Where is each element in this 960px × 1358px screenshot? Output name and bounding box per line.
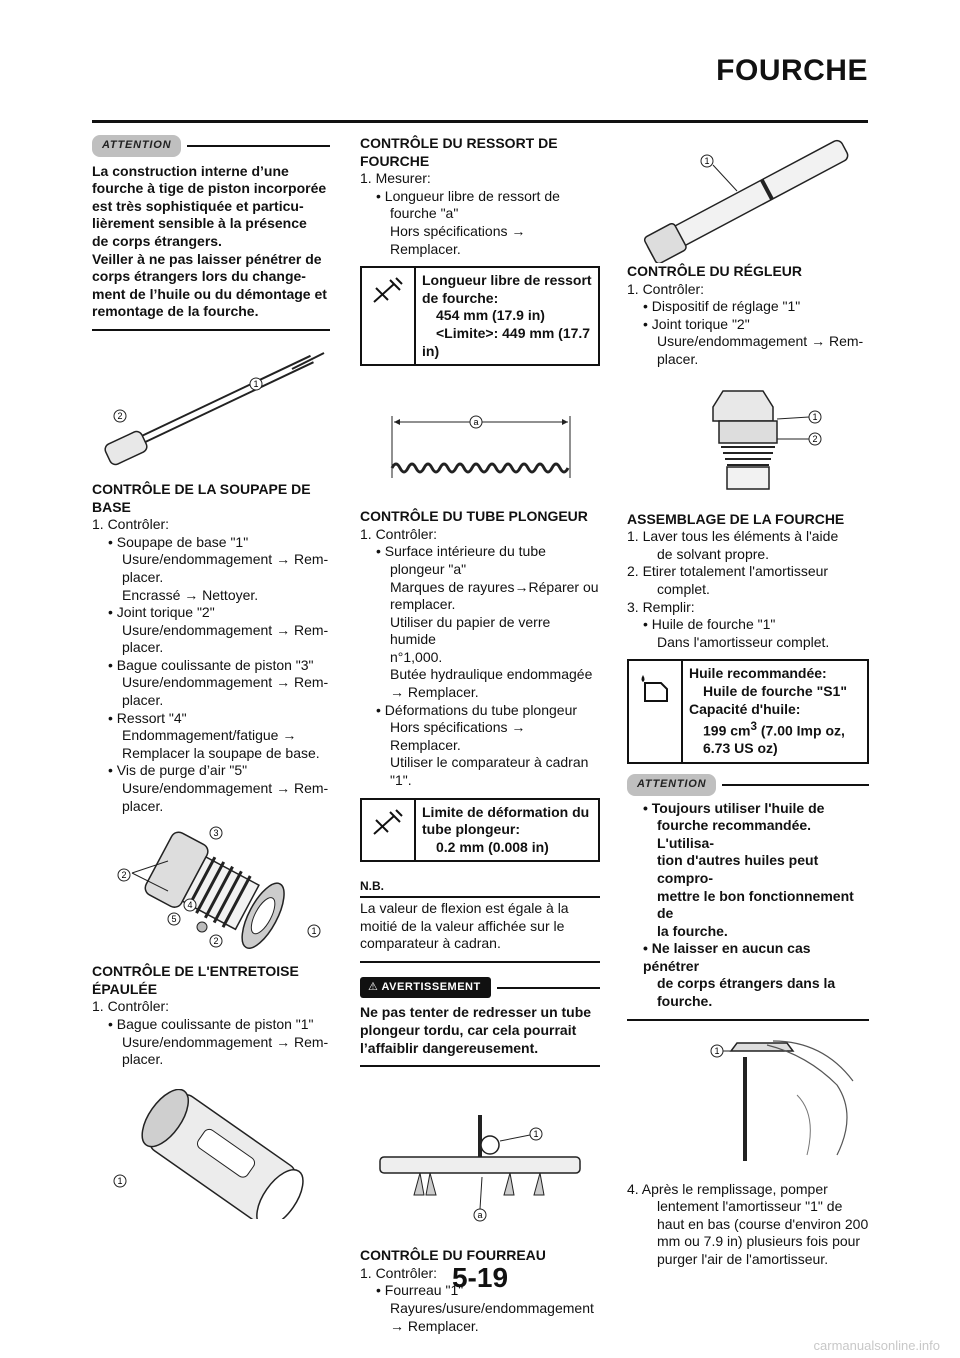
- svg-text:1: 1: [704, 156, 710, 166]
- attention-badge-2: ATTENTION: [627, 774, 716, 796]
- base-valve-rod-figure: [92, 341, 330, 471]
- oil-can-icon: [637, 669, 673, 703]
- attention-header-2: [627, 774, 869, 796]
- svg-text:1: 1: [533, 1129, 539, 1140]
- warning-icon: ⚠: [368, 980, 382, 993]
- page-number: 5-19: [451, 1262, 509, 1293]
- collar-list: • Bague coulissante de piston "1" Usure/endommagement → Rem- placer.: [108, 1016, 329, 1068]
- svg-text:5: 5: [171, 914, 177, 925]
- attention-text: La construction interne d’une fourche à tige de piston incorporée est très sophistiquée et particu- lièrement sensible à la présence de corps étrangers. Veiller à ne pas laisser pénétrer de corps étrangers lors du change- ment de l’huile ou du démontage et remontage de la fourche.: [92, 162, 327, 320]
- adjuster-list: • Dispositif de réglage "1" • Joint torique "2" Usure/endommagement → Rem- placer.: [643, 298, 864, 367]
- base-valve-figure: [92, 823, 330, 953]
- oil-spec-box: Huile recommandée: Huile de fourche "S1" Capacité d'huile: 199 $cm^3$ (7.00 Imp oz, 6.73 US oz): [627, 659, 869, 764]
- attention-rule: [92, 329, 330, 331]
- outer-tube-heading: CONTRÔLE DU FOURREAU: [360, 1247, 546, 1264]
- inner-tube-spec-box: Limite de déformation du tube plongeur: 0.2 mm (0.008 in): [360, 798, 600, 863]
- column-3: [627, 135, 869, 1269]
- svg-text:2: 2: [117, 410, 123, 421]
- spring-step: 1. Mesurer:: [360, 170, 431, 187]
- base-valve-step: 1. Contrôler:: [92, 516, 170, 533]
- note-text: La valeur de flexion est égale à la moitié de la valeur affichée sur le comparateur à cadran.: [360, 900, 569, 952]
- spring-figure: [360, 388, 600, 498]
- adjuster-heading: CONTRÔLE DU RÉGLEUR: [627, 263, 802, 279]
- svg-text:2: 2: [121, 870, 127, 881]
- svg-text:2: 2: [213, 936, 219, 947]
- svg-text:1: 1: [253, 378, 259, 389]
- svg-text:2: 2: [812, 433, 818, 444]
- pumping-figure: [627, 1035, 869, 1165]
- outer-tube-list: • Fourreau "1" Rayures/usure/endommagement → Remplacer.: [376, 1282, 594, 1334]
- column-1: [92, 135, 330, 1219]
- spring-heading: CONTRÔLE DU RESSORT DE FOURCHE: [360, 135, 558, 169]
- adjuster-step: 1. Contrôler:: [627, 280, 705, 297]
- collar-figure: [92, 1089, 330, 1219]
- spring-list: • Longueur libre de ressort de fourche "a" Hors spécifications → Remplacer.: [376, 187, 560, 257]
- svg-text:4: 4: [187, 900, 193, 911]
- spring-spec-box: Longueur libre de ressort de fourche: 454 mm (17.9 in) <Limite>: 449 mm (17.7 in): [360, 266, 600, 366]
- attention-badge: ATTENTION: [92, 135, 181, 157]
- watermark: carmanualsonline.info: [813, 1338, 940, 1353]
- attention-header: [92, 135, 330, 157]
- warning-badge: ⚠ AVERTISSEMENT: [360, 977, 491, 999]
- svg-text:1: 1: [714, 1045, 720, 1056]
- svg-text:a: a: [473, 417, 479, 428]
- note-label: N.B.: [360, 879, 384, 894]
- wrench-icon: [370, 808, 406, 838]
- step-4: 4. Après le remplissage, pomper lentement l'amortisseur "1" de haut en bas (course d'environ 200 mm ou 7.9 in) plusieurs fois pour purger l'air de l'amortisseur.: [627, 1180, 869, 1268]
- adjuster-figure: [627, 381, 869, 501]
- attention-text-2: • Toujours utiliser l'huile de fourche recommandée. L'utilisa- tion d'autres huiles peut compro- mettre le bon fonctionnement de la fourche. • Ne laisser en aucun cas pénétrer de corps étrangers dans la fourche.: [643, 799, 854, 1010]
- svg-text:3: 3: [213, 828, 219, 839]
- warning-text: Ne pas tenter de redresser un tube plongeur tordu, car cela pourrait l’affaiblir dangereusement.: [360, 1004, 592, 1056]
- base-valve-list: • Soupape de base "1" Usure/endommagement → Rem- placer. Encrassé → Nettoyer. • Joint torique "2" Usure/endommagement → Rem- placer. • Bague coulissante de piston "3" Usure/endommagement → Rem- placer. • Ressort "4" Endommagement/fatigue → Remplacer la soupape de base. • Vis de purge d’air "5" Usure/endommagement → Rem- placer.: [108, 533, 329, 814]
- collar-heading: CONTRÔLE DE L'ENTRETOISE ÉPAULÉE: [92, 963, 299, 997]
- outer-tube-figure: [360, 1097, 600, 1237]
- warning-header: [360, 977, 600, 999]
- assembly-steps: 1. Laver tous les éléments à l'aide de solvant propre. 2. Etirer totalement l'amortisseur complet. 3. Remplir: • Huile de fourche "1" Dans l'amortisseur complet.: [627, 528, 839, 650]
- inner-tube-step: 1. Contrôler:: [360, 525, 438, 542]
- header-rule: [92, 120, 868, 123]
- svg-text:1: 1: [117, 1175, 123, 1186]
- wrench-icon: [370, 276, 406, 306]
- adjuster-rod-figure: [627, 135, 869, 263]
- collar-step: 1. Contrôler:: [92, 998, 170, 1015]
- column-2: [360, 135, 600, 1335]
- base-valve-heading: CONTRÔLE DE LA SOUPAPE DE BASE: [92, 480, 311, 515]
- page-title: FOURCHE: [716, 54, 868, 87]
- svg-text:1: 1: [311, 926, 317, 937]
- outer-tube-step: 1. Contrôler:: [360, 1264, 438, 1281]
- svg-text:a: a: [477, 1210, 483, 1221]
- inner-tube-heading: CONTRÔLE DU TUBE PLONGEUR: [360, 508, 588, 525]
- inner-tube-list: • Surface intérieure du tube plongeur "a" Marques de rayures→Réparer ou remplacer. Utiliser du papier de verre humide n°1,000. Butée hydraulique endommagée → Remplacer. • Déformations du tube plongeur Hors spécifications → Remplacer. Utiliser le comparateur à cadran "1".: [376, 543, 599, 789]
- assembly-heading: ASSEMBLAGE DE LA FOURCHE: [627, 510, 845, 527]
- svg-text:1: 1: [812, 411, 818, 422]
